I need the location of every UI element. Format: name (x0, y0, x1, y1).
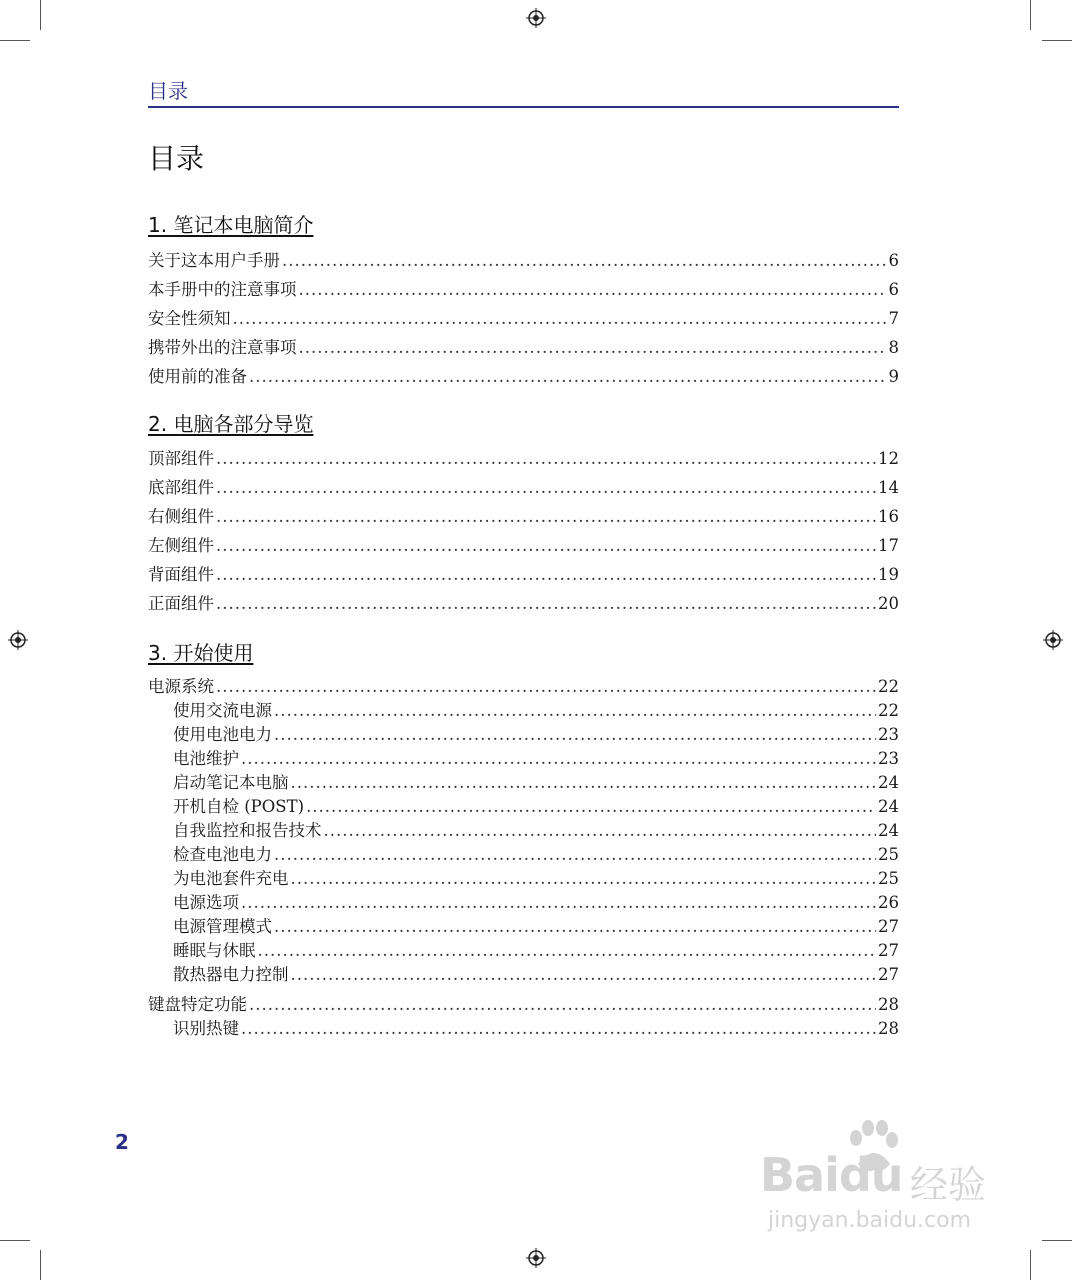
toc-subentry[interactable] (173, 724, 899, 746)
dot-leader (249, 994, 876, 1016)
toc-entry-page: 19 (878, 565, 899, 584)
registration-mark-icon (526, 8, 546, 28)
toc-subentry[interactable] (173, 892, 899, 914)
dot-leader (274, 916, 876, 938)
toc-entry-page: 28 (878, 1019, 899, 1038)
dot-leader (299, 278, 887, 302)
toc-entry-label: 启动笔记本电脑 (173, 773, 289, 792)
crop-mark (0, 40, 30, 41)
dot-leader (274, 844, 876, 866)
toc-subentry[interactable] (173, 772, 899, 794)
toc-entry-label: 散热器电力控制 (173, 965, 289, 984)
toc-entry-page: 22 (878, 701, 899, 720)
section-heading[interactable]: 3. 开始使用 (148, 641, 254, 665)
crop-mark (1030, 1250, 1031, 1280)
toc-entry-page: 24 (878, 821, 899, 840)
dot-leader (216, 476, 876, 500)
toc-entry-page: 23 (878, 749, 899, 768)
toc-entry-page: 22 (878, 677, 899, 696)
toc-entry-label: 使用交流电源 (173, 701, 272, 720)
toc-subentry[interactable] (173, 1018, 899, 1040)
toc-entry-label: 为电池套件充电 (173, 869, 289, 888)
toc-entry-label: 使用前的准备 (148, 367, 247, 386)
toc-entry-label: 睡眠与休眠 (173, 941, 256, 960)
toc-subentry[interactable] (173, 964, 899, 986)
dot-leader (216, 534, 876, 558)
dot-leader (216, 676, 876, 698)
toc-entry[interactable] (148, 505, 899, 529)
dot-leader (216, 563, 876, 587)
dot-leader (241, 748, 876, 770)
toc-entry-label: 检查电池电力 (173, 845, 272, 864)
toc-entry-page: 28 (878, 995, 899, 1014)
toc-entry-page: 25 (878, 845, 899, 864)
toc-entry-label: 自我监控和报告技术 (173, 821, 322, 840)
toc-entry-page: 23 (878, 725, 899, 744)
crop-mark (1030, 0, 1031, 30)
toc-entry-label: 本手册中的注意事项 (148, 280, 297, 299)
toc-subentry[interactable] (173, 820, 899, 842)
registration-mark-icon (526, 1248, 546, 1268)
toc-entry[interactable] (148, 563, 899, 587)
registration-mark-icon (8, 630, 28, 650)
dot-leader (274, 700, 876, 722)
dot-leader (291, 868, 877, 890)
dot-leader (299, 336, 887, 360)
section-heading[interactable]: 1. 笔记本电脑简介 (148, 213, 314, 237)
watermark-url: jingyan.baidu.com (768, 1208, 972, 1233)
toc-entry-label: 携带外出的注意事项 (148, 338, 297, 357)
toc-entry-page: 16 (878, 507, 899, 526)
toc-entry[interactable] (148, 307, 899, 331)
toc-entry[interactable] (148, 676, 899, 698)
toc-subentry[interactable] (173, 844, 899, 866)
toc-entry-page: 6 (888, 280, 899, 299)
dot-leader (306, 796, 876, 818)
toc-entry-page: 24 (878, 797, 899, 816)
toc-entry-page: 26 (878, 893, 899, 912)
crop-mark (40, 0, 41, 30)
dot-leader (291, 772, 877, 794)
running-header: 目录 (148, 78, 899, 108)
toc-entry-page: 27 (878, 917, 899, 936)
dot-leader (233, 307, 887, 331)
toc-subentry[interactable] (173, 748, 899, 770)
toc-subentry[interactable] (173, 868, 899, 890)
toc-entry-page: 14 (878, 478, 899, 497)
toc-entry-label: 右侧组件 (148, 507, 214, 526)
toc-entry-label: 电池维护 (173, 749, 239, 768)
crop-mark (40, 1250, 41, 1280)
toc-entry-label: 开机自检 (POST) (173, 797, 305, 816)
toc-subentry[interactable] (173, 940, 899, 962)
dot-leader (241, 892, 876, 914)
toc-entry-label: 电源管理模式 (173, 917, 272, 936)
toc-entry-page: 17 (878, 536, 899, 555)
registration-mark-icon (1043, 630, 1063, 650)
toc-entry-page: 9 (888, 367, 899, 386)
toc-entry-page: 25 (878, 869, 899, 888)
toc-subentry[interactable] (173, 700, 899, 722)
watermark-cn-text: 经验 (910, 1163, 987, 1207)
toc-entry[interactable] (148, 476, 899, 500)
toc-entry-label: 顶部组件 (148, 449, 214, 468)
page-title: 目录 (148, 142, 205, 175)
crop-mark (1042, 40, 1072, 41)
toc-entry-label: 识别热键 (173, 1019, 239, 1038)
toc-entry-page: 27 (878, 941, 899, 960)
dot-leader (291, 964, 877, 986)
toc-entry[interactable] (148, 249, 899, 273)
toc-entry[interactable] (148, 994, 899, 1016)
toc-subentry[interactable] (173, 796, 899, 818)
dot-leader (241, 1018, 876, 1040)
toc-entry[interactable] (148, 278, 899, 302)
page-number: 2 (115, 1130, 129, 1154)
toc-entry-page: 27 (878, 965, 899, 984)
toc-entry-label: 正面组件 (148, 594, 214, 613)
toc-entry-label: 键盘特定功能 (148, 995, 247, 1014)
toc-entry-label: 电源系统 (148, 677, 214, 696)
watermark-brand: Baidu (760, 1148, 903, 1202)
dot-leader (258, 940, 877, 962)
toc-entry[interactable] (148, 365, 899, 389)
section-heading[interactable]: 2. 电脑各部分导览 (148, 412, 314, 436)
toc-entry-page: 20 (878, 594, 899, 613)
toc-entry-page: 12 (878, 449, 899, 468)
dot-leader (216, 447, 876, 471)
dot-leader (274, 724, 876, 746)
toc-entry-page: 8 (888, 338, 899, 357)
dot-leader (216, 505, 876, 529)
toc-entry-page: 7 (888, 309, 899, 328)
dot-leader (249, 365, 887, 389)
dot-leader (324, 820, 877, 842)
toc-entry[interactable] (148, 336, 899, 360)
toc-entry[interactable] (148, 592, 899, 616)
dot-leader (216, 592, 876, 616)
crop-mark (1042, 1240, 1072, 1241)
toc-entry-label: 使用电池电力 (173, 725, 272, 744)
toc-entry-label: 背面组件 (148, 565, 214, 584)
toc-entry-label: 底部组件 (148, 478, 214, 497)
toc-entry-page: 6 (888, 251, 899, 270)
crop-mark (0, 1240, 30, 1241)
toc-entry-page: 24 (878, 773, 899, 792)
baidu-jingyan-watermark (760, 1120, 1020, 1240)
toc-entry-label: 安全性须知 (148, 309, 231, 328)
toc-entry-label: 左侧组件 (148, 536, 214, 555)
toc-entry-label: 电源选项 (173, 893, 239, 912)
toc-subentry[interactable] (173, 916, 899, 938)
toc-entry-label: 关于这本用户手册 (148, 251, 280, 270)
toc-entry[interactable] (148, 447, 899, 471)
toc-entry[interactable] (148, 534, 899, 558)
dot-leader (282, 249, 887, 273)
